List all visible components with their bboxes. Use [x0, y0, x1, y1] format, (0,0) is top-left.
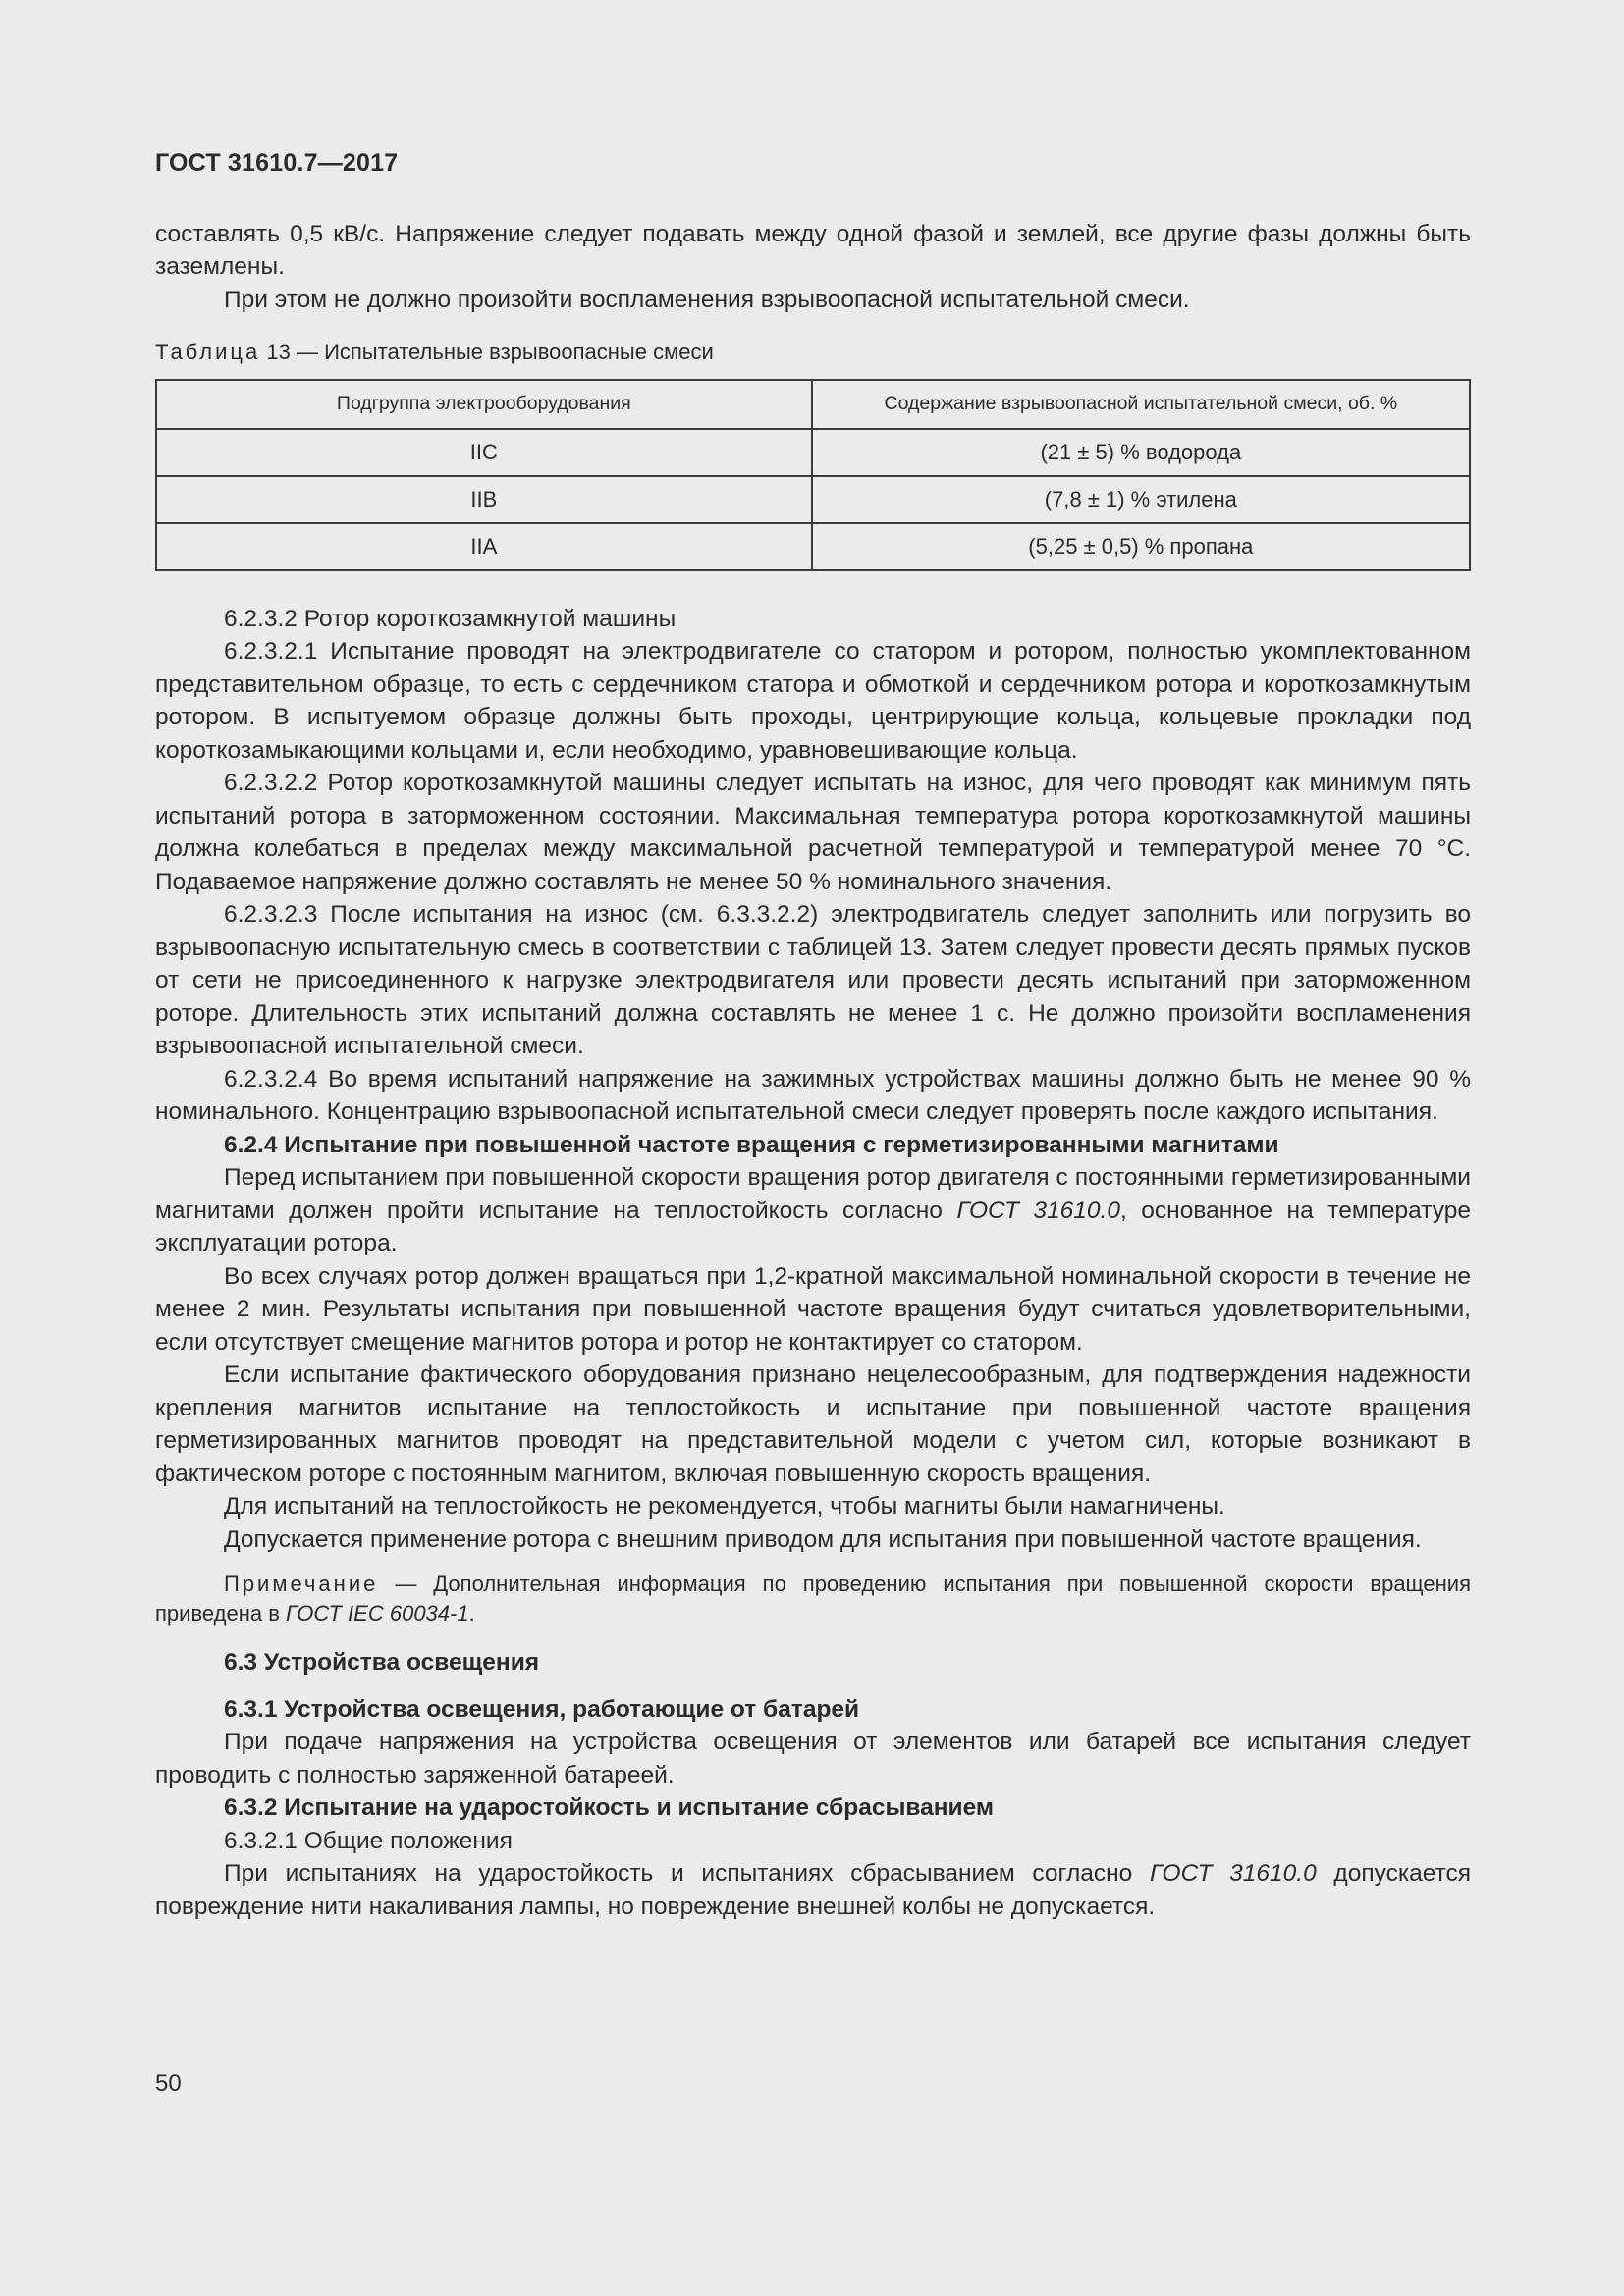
page-number: 50 — [155, 2070, 182, 2097]
magnets-paragraph-5: Допускается применение ротора с внешним приводом для испытания при повышенной частоте вращения. — [224, 1525, 1422, 1553]
magnets-paragraph-3: Если испытание фактического оборудования признано нецелесообразным, для подтверждения надежности крепления магнитов испытание на теплостойкость и испытание при повышенной частоте вращения герметизированных магнитов проводят на представительной модели с учетом сил, которые возникают в фактическом роторе с постоянным магнитом, включая повышенную скорость вращения. — [155, 1362, 1471, 1487]
table-cell-content: (7,8 ± 1) % этилена — [812, 476, 1470, 523]
table-cell-subgroup: IIB — [156, 476, 812, 523]
subsection-heading-batteries: 6.3.1 Устройства освещения, работающие от батарей — [224, 1695, 860, 1723]
magnets-paragraph-2: Во всех случаях ротор должен вращаться при 1,2-кратной максимальной номинальной скорости в течение не менее 2 мин. Результаты испытания при повышенной частоте вращения будут считаться удовлетворительными, если отсутствует смещение магнитов ротора и ротор не контактирует со статором. — [155, 1262, 1471, 1356]
subsection-heading-general: 6.3.2.1 Общие положения — [224, 1827, 513, 1854]
section-heading-magnets: 6.2.4 Испытание при повышенной частоте вращения с герметизированными магнитами — [224, 1131, 1279, 1158]
impact-text-end: допускается повреждение нити накаливания лампы, но повреждение внешней колбы не допускается. — [155, 1860, 1471, 1920]
table-row — [156, 429, 1470, 476]
table-caption-text: 13 — Испытательные взрывоопасные смеси — [266, 340, 714, 364]
impact-text: При испытаниях на ударостойкость и испытаниях сбрасыванием согласно — [224, 1860, 1150, 1887]
table-cell-content: (5,25 ± 0,5) % пропана — [812, 523, 1470, 570]
standard-header: ГОСТ 31610.7—2017 — [155, 149, 399, 177]
rotor-paragraph-2: 6.2.3.2.2 Ротор короткозамкнутой машины следует испытать на износ, для чего проводят как минимум пять испытаний ротора в заторможенном состоянии. Максимальная температура ротора короткозамкнутой машины должна колебаться в пределах между максимальной расчетной температурой и температурой менее 70 °С. Подаваемое напряжение должно составлять не менее 50 % номинального значения. — [155, 770, 1471, 895]
magnets-paragraph-1 — [155, 1161, 1471, 1260]
table-caption — [155, 336, 1471, 369]
note — [155, 1570, 1471, 1629]
table-cell-subgroup: IIC — [156, 429, 812, 476]
section-heading-lighting: 6.3 Устройства освещения — [224, 1649, 540, 1676]
table-cell-subgroup: IIA — [156, 523, 812, 570]
section-heading-rotor: 6.2.3.2 Ротор короткозамкнутой машины — [224, 605, 677, 632]
intro-paragraph: составлять 0,5 кВ/с. Напряжение следует подавать между одной фазой и землей, все другие фазы должны быть заземлены. — [155, 220, 1471, 280]
standard-reference: ГОСТ 31610.0 — [956, 1197, 1120, 1224]
impact-paragraph — [155, 1857, 1471, 1923]
magnets-p1-text-end: , основанное на температуре эксплуатации ротора. — [155, 1197, 1471, 1256]
table-header-row — [156, 380, 1470, 429]
note-text: — Дополнительная информация по проведению испытания при повышенной скорости вращения приведена в — [155, 1572, 1471, 1626]
magnets-p1-text: Перед испытанием при повышенной скорости вращения ротор двигателя с постоянными герметизированными магнитами должен пройти испытание на теплостойкость согласно — [155, 1164, 1471, 1224]
batteries-paragraph: При подаче напряжения на устройства освещения от элементов или батарей все испытания следует проводить с полностью заряженной батареей. — [155, 1729, 1471, 1789]
test-mixtures-table — [155, 379, 1471, 571]
table-cell-content: (21 ± 5) % водорода — [812, 429, 1470, 476]
rotor-paragraph-1: 6.2.3.2.1 Испытание проводят на электродвигателе со статором и ротором, полностью укомплектованном представительном образце, то есть с сердечником статора и обмоткой и сердечником ротора и короткозамкнутым ротором. В испытуемом образце должны быть проходы, центрирующие кольца, кольцевые прокладки под короткозамыкающими кольцами и, если необходимо, уравновешивающие кольца. — [155, 638, 1471, 764]
rotor-paragraph-3: 6.2.3.2.3 После испытания на износ (см. 6.3.3.2.2) электродвигатель следует заполнить или погрузить во взрывоопасную испытательную смесь в соответствии с таблицей 13. Затем следует провести десять прямых пусков от сети не присоединенного к нагрузке электродвигателя или провести десять испытаний при заторможенном роторе. Длительность этих испытаний должна составлять не менее 1 с. Не должно произойти воспламенения взрывоопасной испытательной смеси. — [155, 901, 1471, 1059]
standard-reference: ГОСТ 31610.0 — [1150, 1860, 1317, 1887]
magnets-paragraph-4: Для испытаний на теплостойкость не рекомендуется, чтобы магниты были намагничены. — [224, 1493, 1225, 1520]
table-caption-label: Таблица — [155, 340, 261, 364]
intro-paragraph-2: При этом не должно произойти воспламенения взрывоопасной испытательной смеси. — [224, 286, 1190, 313]
rotor-paragraph-4: 6.2.3.2.4 Во время испытаний напряжение на зажимных устройствах машины должно быть не менее 90 % номинального. Концентрацию взрывоопасной испытательной смеси следует проверять после каждого испытания. — [155, 1065, 1471, 1125]
table-header-cell: Подгруппа электрооборудования — [156, 380, 812, 429]
note-label: Примечание — [224, 1572, 379, 1596]
note-end: . — [468, 1601, 475, 1626]
table-row — [156, 523, 1470, 570]
table-row — [156, 476, 1470, 523]
document-page — [155, 147, 1471, 1923]
table-header-cell: Содержание взрывоопасной испытательной смеси, об. % — [812, 380, 1470, 429]
subsection-heading-impact: 6.3.2 Испытание на ударостойкость и испытание сбрасыванием — [224, 1794, 995, 1821]
standard-reference: ГОСТ IEC 60034-1 — [286, 1601, 469, 1626]
